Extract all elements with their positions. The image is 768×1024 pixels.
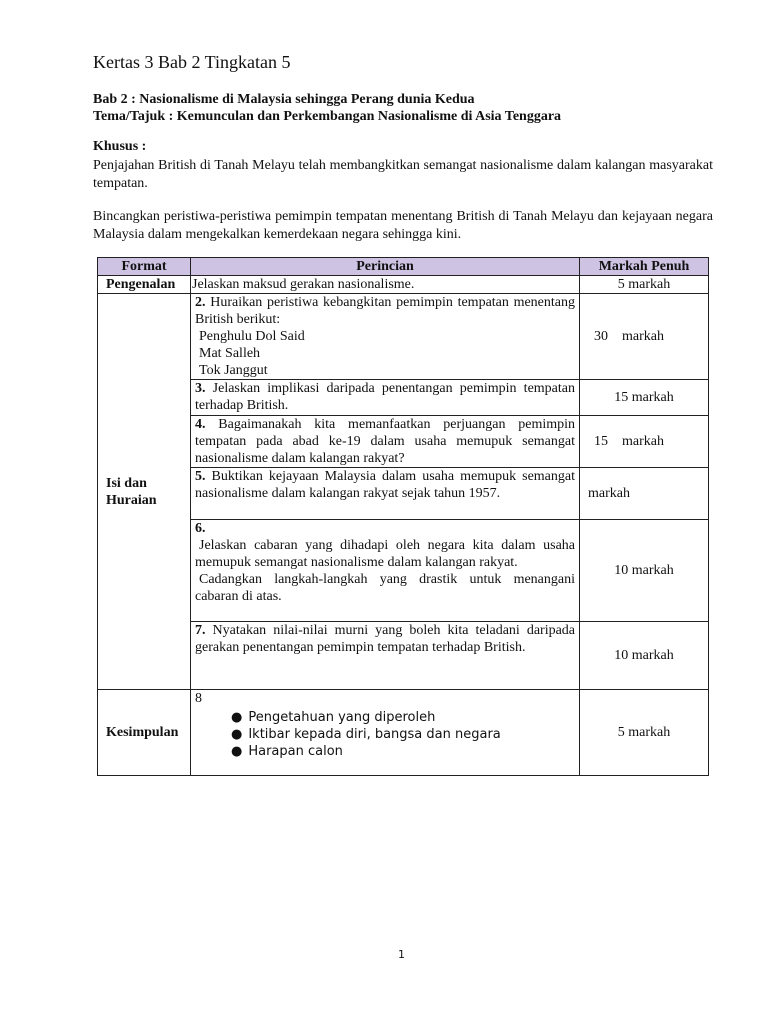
page-title: Kertas 3 Bab 2 Tingkatan 5 <box>93 52 291 72</box>
format-pengenalan: Pengenalan <box>98 276 191 294</box>
q8-number: 8 <box>195 691 202 706</box>
table-row <box>98 294 709 380</box>
q5-number: 5. <box>195 469 206 484</box>
page-number: 1 <box>398 948 405 961</box>
q7-marks: 10 markah <box>580 622 709 690</box>
q3-marks: 15 markah <box>580 380 709 416</box>
marking-table <box>97 257 709 776</box>
header-perincian: Perincian <box>191 258 580 276</box>
list-item: ● Pengetahuan yang diperoleh <box>231 709 575 726</box>
q5-cell <box>191 468 580 520</box>
q7-text: Nyatakan nilai-nilai murni yang boleh kita teladani daripada gerakan penentangan pemimpin tempatan terhadap British. <box>195 623 576 655</box>
q3-cell <box>191 380 580 416</box>
task-text: Bincangkan peristiwa-peristiwa pemimpin tempatan menentang British di Tanah Melayu dan kejayaan negara Malaysia dalam mengekalkan kemerdekaan negara sehingga kini. <box>93 209 713 242</box>
q7-cell <box>191 622 580 690</box>
table-row <box>98 276 709 294</box>
q6-text-a: Jelaskan cabaran yang dihadapi oleh negara kita dalam usaha memupuk semangat nasionalisme dalam kalangan rakyat. <box>195 538 575 570</box>
leader-tok-janggut: Tok Janggut <box>199 363 268 378</box>
format-kesimpulan: Kesimpulan <box>98 690 191 776</box>
khusus-text: Penjajahan British di Tanah Melayu telah membangkitkan semangat nasionalisme dalam kalangan masyarakat tempatan. <box>93 158 713 191</box>
q6-number: 6. <box>195 521 206 536</box>
q4-number: 4. <box>195 417 206 432</box>
q7-number: 7. <box>195 623 206 638</box>
q2-text: Huraikan peristiwa kebangkitan pemimpin tempatan menentang British berikut: <box>195 295 575 327</box>
q6-cell <box>191 520 580 622</box>
q6-text-b: Cadangkan langkah-langkah yang drastik untuk menangani cabaran di atas. <box>195 572 575 604</box>
q3-text: Jelaskan implikasi daripada penentangan pemimpin tempatan terhadap British. <box>195 381 575 413</box>
theme-heading: Tema/Tajuk : Kemunculan dan Perkembangan Nasionalisme di Asia Tenggara <box>93 109 562 124</box>
chapter-heading: Bab 2 : Nasionalisme di Malaysia sehingga Perang dunia Kedua <box>93 92 475 107</box>
leader-mat-salleh: Mat Salleh <box>199 346 261 361</box>
pengenalan-marks: 5 markah <box>580 276 709 294</box>
khusus-label: Khusus : <box>93 139 147 154</box>
q4-marks: 15 markah <box>580 416 709 468</box>
kesimpulan-bullets <box>195 709 575 760</box>
q2-cell <box>191 294 580 380</box>
header-markah: Markah Penuh <box>580 258 709 276</box>
q5-marks: markah <box>580 468 709 520</box>
table-header-row <box>98 258 709 276</box>
q2-number: 2. <box>195 295 206 310</box>
kesimpulan-cell <box>191 690 580 776</box>
leader-dol-said: Penghulu Dol Said <box>199 329 305 344</box>
isi-label: Isi dan <box>106 475 147 491</box>
table-row <box>98 690 709 776</box>
kesimpulan-marks: 5 markah <box>580 690 709 776</box>
huraian-label: Huraian <box>106 492 157 508</box>
q4-cell <box>191 416 580 468</box>
header-format: Format <box>98 258 191 276</box>
list-item: ● Harapan calon <box>231 743 575 760</box>
q6-marks: 10 markah <box>580 520 709 622</box>
q5-text: Buktikan kejayaan Malaysia dalam usaha memupuk semangat nasionalisme dalam kalangan rakyat sejak tahun 1957. <box>195 469 576 501</box>
format-isi-huraian <box>98 294 191 690</box>
pengenalan-text: Jelaskan maksud gerakan nasionalisme. <box>191 276 580 294</box>
list-item: ● Iktibar kepada diri, bangsa dan negara <box>231 726 575 743</box>
q2-marks: 30 markah <box>580 294 709 380</box>
q3-number: 3. <box>195 381 206 396</box>
q4-text: Bagaimanakah kita memanfaatkan perjuangan pemimpin tempatan pada abad ke-19 dalam usaha memupuk semangat nasionalisme dalam kalangan rakyat? <box>195 417 576 466</box>
